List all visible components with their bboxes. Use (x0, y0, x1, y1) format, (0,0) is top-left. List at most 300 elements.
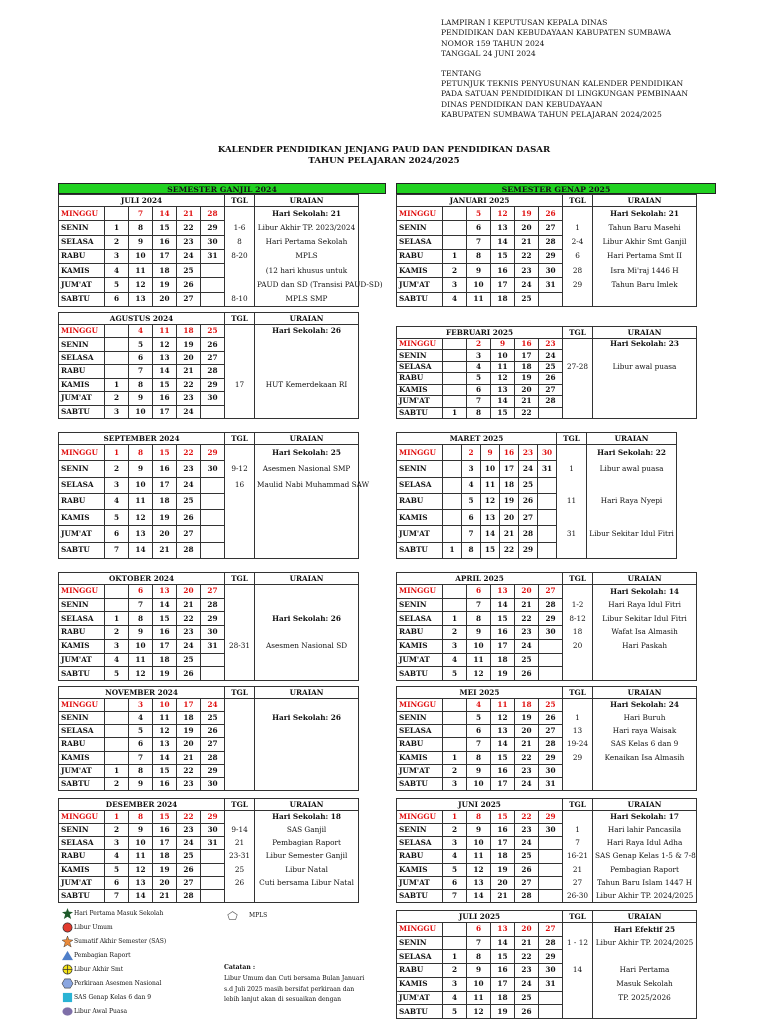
uraian-cell: Libur awal puasa (587, 461, 677, 477)
tgl-header: TGL (563, 911, 593, 923)
day-label: SELASA (397, 477, 443, 493)
date-cell: 20 (177, 351, 201, 364)
date-cell (539, 639, 563, 653)
date-cell (443, 361, 467, 372)
tgl-cell: 21 (225, 837, 255, 850)
date-cell: 5 (443, 667, 467, 681)
date-cell: 8 (129, 221, 153, 235)
date-cell: 11 (481, 477, 500, 493)
date-cell: 24 (177, 477, 201, 493)
tgl-header: TGL (225, 433, 255, 445)
week-row (59, 626, 359, 640)
date-cell: 25 (539, 699, 563, 712)
tgl-cell (225, 445, 255, 461)
date-cell: 27 (539, 384, 563, 395)
date-cell: 16 (515, 339, 539, 350)
week-row (59, 235, 359, 249)
date-cell (105, 751, 129, 764)
date-cell: 14 (129, 889, 153, 902)
uraian-cell (255, 699, 359, 712)
date-cell: 28 (201, 207, 225, 221)
date-cell: 29 (539, 612, 563, 626)
uraian-cell: Hari Sekolah: 24 (593, 699, 697, 712)
uraian-cell (255, 585, 359, 599)
week-row (397, 751, 697, 764)
day-label: RABU (397, 964, 443, 978)
star-icon (62, 908, 73, 919)
month-table (396, 798, 697, 903)
week-row (397, 384, 697, 395)
date-cell (105, 712, 129, 725)
date-cell: 4 (443, 653, 467, 667)
tgl-cell (225, 811, 255, 824)
date-cell: 8 (129, 612, 153, 626)
week-row (397, 264, 697, 278)
day-label: KAMIS (397, 863, 443, 876)
week-row (59, 585, 359, 599)
date-cell: 3 (443, 278, 467, 292)
date-cell: 7 (105, 889, 129, 902)
yellow-cross-circle-icon (62, 964, 73, 975)
uraian-cell (255, 777, 359, 790)
tgl-cell (225, 699, 255, 712)
date-cell: 11 (129, 653, 153, 667)
day-label: SABTU (59, 777, 105, 790)
month-name: JANUARI 2025 (397, 195, 563, 207)
date-cell (539, 850, 563, 863)
date-cell: 19 (491, 1005, 515, 1019)
document-header (441, 18, 751, 121)
day-label: MINGGU (397, 339, 443, 350)
uraian-cell (255, 626, 359, 640)
day-label: KAMIS (59, 639, 105, 653)
date-cell: 23 (177, 392, 201, 405)
uraian-cell (255, 526, 359, 542)
day-label: RABU (59, 249, 105, 263)
date-cell: 6 (105, 292, 129, 306)
month-table (58, 686, 359, 791)
date-cell: 7 (467, 235, 491, 249)
tgl-cell: 1 (557, 461, 587, 477)
tgl-header: TGL (557, 433, 587, 445)
week-row (59, 221, 359, 235)
date-cell: 16 (153, 777, 177, 790)
date-cell: 16 (153, 392, 177, 405)
date-cell: 9 (129, 461, 153, 477)
uraian-cell (593, 1005, 697, 1019)
day-label: JUM'AT (397, 278, 443, 292)
date-cell: 14 (491, 738, 515, 751)
week-row (397, 278, 697, 292)
date-cell: 9 (467, 764, 491, 777)
uraian-cell: Hari raya Waisak (593, 725, 697, 738)
date-cell: 15 (491, 407, 515, 418)
date-cell: 14 (467, 889, 491, 902)
date-cell: 1 (443, 950, 467, 964)
date-cell: 16 (500, 445, 519, 461)
date-cell: 1 (443, 407, 467, 418)
date-cell: 13 (153, 585, 177, 599)
date-cell: 7 (129, 598, 153, 612)
day-label: KAMIS (59, 264, 105, 278)
note-line: s.d Juli 2025 masih bersifat perkiraan dan (224, 985, 355, 993)
uraian-cell (255, 405, 359, 418)
date-cell: 8 (129, 445, 153, 461)
date-cell: 6 (467, 221, 491, 235)
tgl-cell (563, 585, 593, 599)
date-cell: 18 (491, 292, 515, 306)
date-cell (538, 477, 557, 493)
date-cell: 23 (177, 626, 201, 640)
uraian-cell (255, 764, 359, 777)
date-cell (539, 876, 563, 889)
date-cell: 30 (539, 764, 563, 777)
date-cell: 30 (201, 235, 225, 249)
day-label: SELASA (397, 235, 443, 249)
week-row (397, 863, 697, 876)
date-cell: 19 (491, 863, 515, 876)
date-cell: 12 (153, 725, 177, 738)
blue-triangle-icon (62, 950, 73, 961)
uraian-cell: Asesmen Nasional SMP (255, 461, 359, 477)
date-cell: 15 (491, 751, 515, 764)
tgl-cell: 27 (563, 876, 593, 889)
date-cell: 28 (539, 738, 563, 751)
legend-label: Pembagian Raport (74, 952, 131, 959)
date-cell (201, 653, 225, 667)
day-label: KAMIS (59, 751, 105, 764)
month-name: OKTOBER 2024 (59, 573, 225, 585)
date-cell: 11 (491, 361, 515, 372)
tgl-cell (563, 699, 593, 712)
date-cell: 27 (539, 725, 563, 738)
date-cell: 5 (105, 667, 129, 681)
date-cell: 20 (177, 738, 201, 751)
date-cell: 20 (515, 384, 539, 395)
day-label: SABTU (59, 667, 105, 681)
week-row (397, 653, 697, 667)
date-cell (443, 339, 467, 350)
uraian-cell: Tahun Baru Masehi (593, 221, 697, 235)
week-row (59, 876, 359, 889)
date-cell: 5 (129, 725, 153, 738)
day-label: JUM'AT (397, 396, 443, 407)
date-cell: 14 (491, 235, 515, 249)
date-cell: 8 (467, 950, 491, 964)
date-cell (443, 396, 467, 407)
date-cell: 16 (153, 626, 177, 640)
tgl-cell (563, 764, 593, 777)
day-label: SENIN (397, 461, 443, 477)
legend-label: Hari Pertama Masuk Sekolah (74, 910, 164, 917)
date-cell: 9 (491, 339, 515, 350)
week-row (59, 542, 359, 558)
date-cell: 14 (153, 365, 177, 378)
week-row (397, 764, 697, 777)
date-cell: 24 (177, 639, 201, 653)
day-label: SABTU (397, 889, 443, 902)
week-row (59, 725, 359, 738)
date-cell: 13 (491, 725, 515, 738)
note-title: Catatan : (224, 964, 256, 971)
day-label: SENIN (59, 221, 105, 235)
day-label: JUM'AT (59, 392, 105, 405)
week-row (59, 612, 359, 626)
month-table (396, 326, 697, 419)
tgl-cell (225, 405, 255, 418)
date-cell: 12 (129, 863, 153, 876)
date-cell (201, 477, 225, 493)
date-cell: 21 (515, 936, 539, 950)
tgl-cell (225, 510, 255, 526)
day-label: RABU (59, 738, 105, 751)
header-line: PENDIDIKAN DAN KEBUDAYAAN KABUPATEN SUMBAWA (441, 28, 671, 38)
uraian-cell (593, 777, 697, 790)
date-cell (538, 493, 557, 509)
date-cell (539, 407, 563, 418)
week-row (397, 510, 677, 526)
date-cell: 22 (500, 542, 519, 558)
week-row (397, 876, 697, 889)
note-line: lebih lanjut akan di sesuaikan dengan (224, 996, 342, 1004)
date-cell: 18 (491, 653, 515, 667)
date-cell: 5 (105, 278, 129, 292)
date-cell: 13 (491, 585, 515, 599)
week-row (59, 738, 359, 751)
date-cell: 29 (519, 542, 538, 558)
month-table (396, 572, 697, 681)
date-cell: 2 (105, 235, 129, 249)
tgl-cell (557, 445, 587, 461)
date-cell: 26 (515, 667, 539, 681)
day-label: SELASA (397, 837, 443, 850)
date-cell: 29 (539, 950, 563, 964)
date-cell: 25 (177, 850, 201, 863)
day-label: SELASA (397, 612, 443, 626)
uraian-cell (593, 384, 697, 395)
uraian-cell: Hari Sekolah: 23 (593, 339, 697, 350)
date-cell: 21 (500, 526, 519, 542)
date-cell: 10 (467, 639, 491, 653)
date-cell: 7 (129, 207, 153, 221)
date-cell: 17 (491, 278, 515, 292)
date-cell (539, 667, 563, 681)
date-cell: 12 (491, 373, 515, 384)
uraian-cell: Pembagian Raport (255, 837, 359, 850)
day-label: JUM'AT (397, 764, 443, 777)
week-row (397, 964, 697, 978)
uraian-cell (255, 725, 359, 738)
date-cell: 20 (515, 725, 539, 738)
day-label: SABTU (59, 542, 105, 558)
tgl-cell (563, 950, 593, 964)
day-label: KAMIS (59, 378, 105, 391)
month-name: MARET 2025 (397, 433, 557, 445)
day-label: JUM'AT (59, 526, 105, 542)
tgl-cell (225, 526, 255, 542)
date-cell: 21 (515, 598, 539, 612)
date-cell: 22 (515, 811, 539, 824)
date-cell: 4 (443, 850, 467, 863)
date-cell: 25 (515, 850, 539, 863)
header-line: NOMOR 159 TAHUN 2024 (441, 38, 545, 48)
day-label: KAMIS (397, 751, 443, 764)
date-cell: 19 (153, 278, 177, 292)
tgl-cell (225, 264, 255, 278)
date-cell: 11 (467, 653, 491, 667)
date-cell: 6 (105, 526, 129, 542)
tgl-cell: 23-31 (225, 850, 255, 863)
date-cell: 24 (177, 837, 201, 850)
date-cell: 19 (177, 725, 201, 738)
day-label: RABU (59, 365, 105, 378)
tgl-header: TGL (563, 573, 593, 585)
date-cell: 24 (515, 278, 539, 292)
week-row (397, 493, 677, 509)
week-row (397, 824, 697, 837)
date-cell: 11 (129, 493, 153, 509)
uraian-cell (587, 477, 677, 493)
header-line: KABUPATEN SUMBAWA TAHUN PELAJARAN 2024/2025 (441, 110, 662, 120)
date-cell: 5 (467, 712, 491, 725)
date-cell: 27 (519, 510, 538, 526)
uraian-cell: Libur Sekitar Idul Fitri (593, 612, 697, 626)
date-cell: 29 (539, 249, 563, 263)
page-title: KALENDER PENDIDIKAN JENJANG PAUD DAN PENDIDIKAN DASAR (217, 145, 551, 155)
date-cell: 21 (177, 751, 201, 764)
date-cell (105, 338, 129, 351)
week-row (397, 461, 677, 477)
date-cell: 16 (153, 235, 177, 249)
date-cell: 28 (539, 235, 563, 249)
date-cell (443, 235, 467, 249)
date-cell: 4 (105, 493, 129, 509)
date-cell: 23 (515, 824, 539, 837)
tgl-cell (225, 764, 255, 777)
date-cell: 21 (153, 542, 177, 558)
date-cell: 12 (129, 278, 153, 292)
date-cell: 1 (443, 811, 467, 824)
month-name: AGUSTUS 2024 (59, 313, 225, 325)
date-cell: 2 (443, 626, 467, 640)
date-cell: 28 (177, 889, 201, 902)
uraian-cell: Hari Raya Idul Adha (593, 837, 697, 850)
date-cell (105, 365, 129, 378)
tgl-cell: 1 (563, 712, 593, 725)
week-row (59, 598, 359, 612)
date-cell: 25 (515, 292, 539, 306)
date-cell: 10 (129, 639, 153, 653)
tgl-cell: 16 (225, 477, 255, 493)
day-label: MINGGU (397, 811, 443, 824)
week-row (397, 712, 697, 725)
date-cell: 17 (491, 837, 515, 850)
blue-hexagon-icon (62, 978, 73, 989)
date-cell: 21 (177, 598, 201, 612)
day-label: SENIN (397, 712, 443, 725)
date-cell (201, 526, 225, 542)
uraian-cell: Pembagian Raport (593, 863, 697, 876)
day-label: JUM'AT (59, 278, 105, 292)
day-label: SENIN (397, 350, 443, 361)
date-cell: 30 (201, 626, 225, 640)
date-cell: 18 (491, 991, 515, 1005)
date-cell: 4 (105, 850, 129, 863)
date-cell: 1 (443, 612, 467, 626)
date-cell: 20 (515, 221, 539, 235)
date-cell: 11 (491, 699, 515, 712)
uraian-cell (255, 738, 359, 751)
week-row (397, 725, 697, 738)
date-cell: 2 (443, 824, 467, 837)
date-cell: 7 (129, 365, 153, 378)
tgl-cell: 1 - 12 (563, 936, 593, 950)
date-cell: 1 (443, 542, 462, 558)
uraian-header: URAIAN (255, 687, 359, 699)
day-label: SENIN (59, 338, 105, 351)
day-label: SENIN (397, 936, 443, 950)
uraian-header: URAIAN (587, 433, 677, 445)
date-cell: 15 (153, 811, 177, 824)
date-cell: 24 (177, 249, 201, 263)
month-name: SEPTEMBER 2024 (59, 433, 225, 445)
day-label: RABU (59, 850, 105, 863)
date-cell: 26 (519, 493, 538, 509)
month-table (396, 686, 697, 791)
uraian-cell: (12 hari khusus untuk (255, 264, 359, 278)
date-cell: 2 (443, 764, 467, 777)
date-cell: 25 (177, 493, 201, 509)
date-cell: 18 (491, 850, 515, 863)
date-cell: 1 (105, 378, 129, 391)
date-cell: 7 (443, 889, 467, 902)
day-label: JUM'AT (397, 526, 443, 542)
date-cell: 14 (153, 207, 177, 221)
tgl-header: TGL (225, 573, 255, 585)
date-cell: 25 (539, 361, 563, 372)
date-cell: 4 (462, 477, 481, 493)
date-cell: 21 (153, 889, 177, 902)
uraian-cell (255, 751, 359, 764)
legend-label: SAS Genap Kelas 6 dan 9 (74, 994, 152, 1001)
date-cell (105, 585, 129, 599)
date-cell: 21 (177, 365, 201, 378)
uraian-cell: Libur Akhir Smt Ganjil (593, 235, 697, 249)
tgl-cell: 28 (563, 264, 593, 278)
date-cell: 30 (539, 626, 563, 640)
uraian-cell (255, 338, 359, 351)
uraian-cell: Hari Raya Idul Fitri (593, 598, 697, 612)
uraian-cell: Masuk Sekolah (593, 977, 697, 991)
uraian-cell (593, 350, 697, 361)
date-cell: 16 (153, 461, 177, 477)
week-row (397, 699, 697, 712)
date-cell (201, 510, 225, 526)
uraian-cell: SAS Kelas 6 dan 9 (593, 738, 697, 751)
uraian-header: URAIAN (255, 195, 359, 207)
legend-label: MPLS (249, 912, 268, 919)
date-cell: 20 (177, 585, 201, 599)
uraian-header: URAIAN (593, 911, 697, 923)
date-cell: 25 (201, 325, 225, 338)
date-cell: 6 (129, 738, 153, 751)
date-cell: 10 (153, 699, 177, 712)
date-cell: 6 (467, 585, 491, 599)
date-cell: 14 (153, 751, 177, 764)
tgl-header: TGL (563, 327, 593, 339)
week-row (59, 338, 359, 351)
date-cell: 17 (515, 350, 539, 361)
